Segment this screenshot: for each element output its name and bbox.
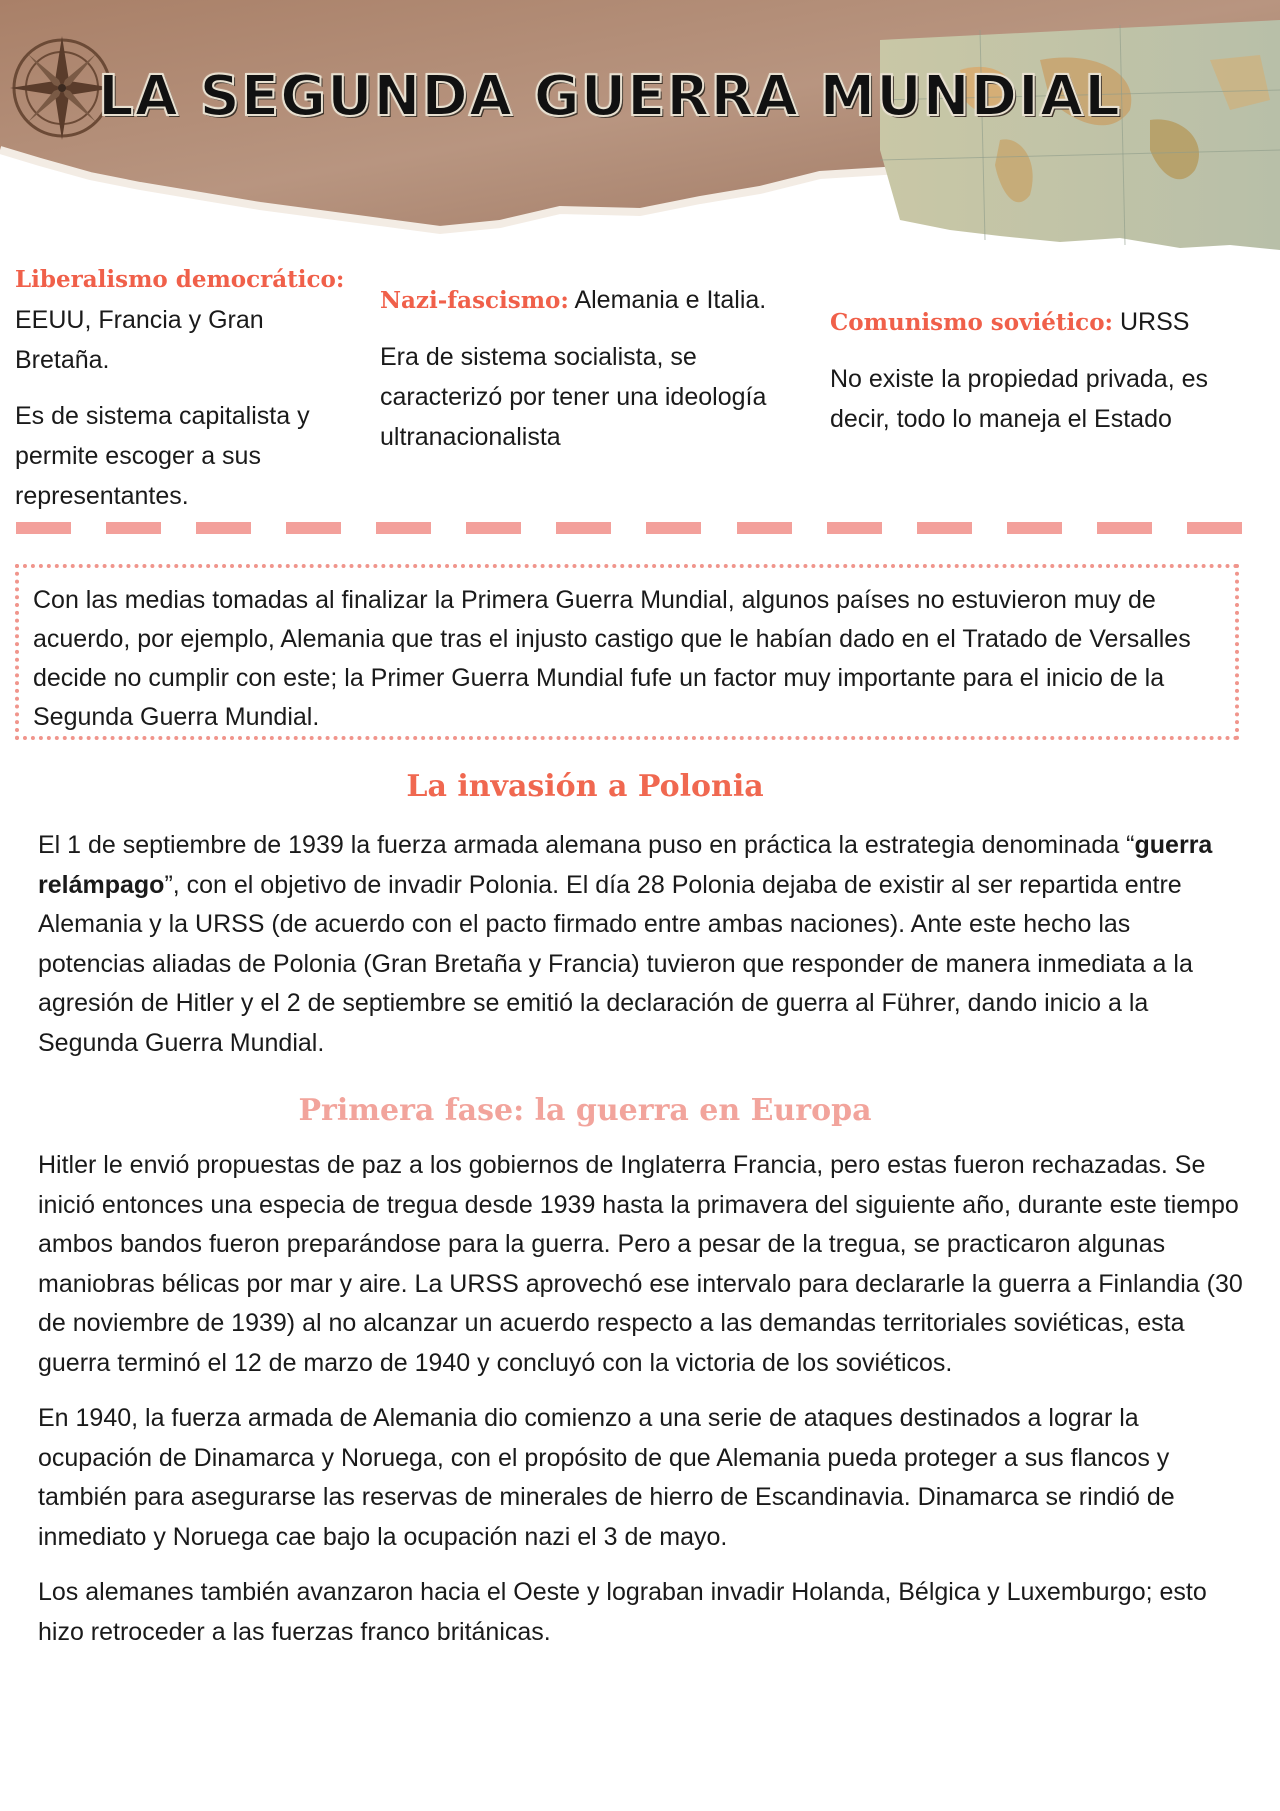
divider-dash	[196, 522, 251, 534]
ideology-description: Era de sistema socialista, se caracterizó por tener una ideología ultranacionalista	[380, 343, 767, 451]
intro-text: Con las medias tomadas al finalizar la Primera Guerra Mundial, algunos países no estuvieron muy de acuerdo, por ejemplo, Alemania que tras el injusto castigo que le habían dado en el Tratado de Versalles decide no cumplir con este; la Primer Guerra Mundial fufe un factor muy importante para el inicio de la Segunda Guerra Mundial.	[33, 586, 1191, 731]
section-heading-polonia: La invasión a Polonia	[406, 769, 764, 804]
divider-dash	[466, 522, 521, 534]
divider-dash	[917, 522, 972, 534]
paragraph	[38, 826, 1243, 1063]
divider-dash	[1007, 522, 1062, 534]
ideology-name: Liberalismo democrático	[15, 266, 336, 293]
divider-dash	[556, 522, 611, 534]
ideology-countries: URSS	[1113, 308, 1190, 336]
ideology-countries: Alemania e Italia.	[568, 286, 767, 314]
ideology-name: Nazi-fascismo	[380, 287, 561, 314]
divider-dash	[106, 522, 161, 534]
divider-dash	[376, 522, 431, 534]
divider-dash	[646, 522, 701, 534]
divider-dash	[286, 522, 341, 534]
bold-term: guerra relámpago	[38, 831, 1213, 899]
torn-paper-background	[0, 0, 1280, 270]
paragraph-text: ”, con el objetivo de invadir Polonia. El día 28 Polonia dejaba de existir al ser repartida entre Alemania y la URSS (de acuerdo con el pacto firmado entre ambas naciones). Ante este hecho las potencias aliadas de Polonia (Gran Bretaña y Francia) tuvieron que responder de manera inmediata a la agresión de Hitler y el 2 de septiembre se emitió la declaración de guerra al Führer, dando inicio a la Segunda Guerra Mundial.	[38, 870, 1193, 1057]
ideology-countries: EEUU, Francia y Gran Bretaña.	[15, 306, 264, 374]
ideology-column-liberalismo	[15, 259, 355, 532]
divider-dash	[1187, 522, 1242, 534]
paragraph-text: El 1 de septiembre de 1939 la fuerza armada alemana puso en práctica la estrategia denominada “	[38, 831, 1135, 859]
ideology-separator: :	[335, 266, 345, 293]
divider-dash	[737, 522, 792, 534]
header-banner	[0, 0, 1280, 270]
divider-dash	[827, 522, 882, 534]
ideology-description: Es de sistema capitalista y permite escoger a sus representantes.	[15, 402, 310, 510]
paragraph: Los alemanes también avanzaron hacia el Oeste y lograban invadir Holanda, Bélgica y Luxemburgo; esto hizo retroceder a las fuerzas franco británicas.	[38, 1578, 1207, 1646]
section-heading-europa: Primera fase: la guerra en Europa	[298, 1093, 872, 1128]
ideology-column-nazifascismo	[380, 280, 800, 473]
dashed-divider	[16, 522, 1242, 534]
ideology-column-comunismo	[830, 302, 1250, 455]
divider-dash	[1097, 522, 1152, 534]
ideology-separator: :	[1104, 309, 1114, 336]
world-map-image	[880, 20, 1280, 250]
section-body-europa	[38, 1146, 1243, 1668]
divider-dash	[16, 522, 71, 534]
intro-box	[15, 564, 1239, 740]
ideology-separator: :	[560, 287, 569, 314]
ideology-description: No existe la propiedad privada, es decir, todo lo maneja el Estado	[830, 365, 1209, 433]
page-title: LA SEGUNDA GUERRA MUNDIAL	[98, 64, 1121, 129]
paragraph: Hitler le envió propuestas de paz a los gobiernos de Inglaterra Francia, pero estas fueron rechazadas. Se inició entonces una especia de tregua desde 1939 hasta la primavera del siguiente año, durante este tiempo ambos bandos fueron preparándose para la guerra. Pero a pesar de la tregua, se practicaron algunas maniobras bélicas por mar y aire. La URSS aprovechó ese intervalo para declararle la guerra a Finlandia (30 de noviembre de 1939) al no alcanzar un acuerdo respecto a las demandas territoriales soviéticas, esta guerra terminó el 12 de marzo de 1940 y concluyó con la victoria de los soviéticos.	[38, 1151, 1243, 1377]
ideology-name: Comunismo soviético	[830, 309, 1105, 336]
section-body-polonia	[38, 826, 1243, 1079]
paragraph: En 1940, la fuerza armada de Alemania dio comienzo a una serie de ataques destinados a lograr la ocupación de Dinamarca y Noruega, con el propósito de que Alemania pueda proteger a sus flancos y también para asegurarse las reservas de minerales de hierro de Escandinavia. Dinamarca se rindió de inmediato y Noruega cae bajo la ocupación nazi el 3 de mayo.	[38, 1404, 1175, 1551]
